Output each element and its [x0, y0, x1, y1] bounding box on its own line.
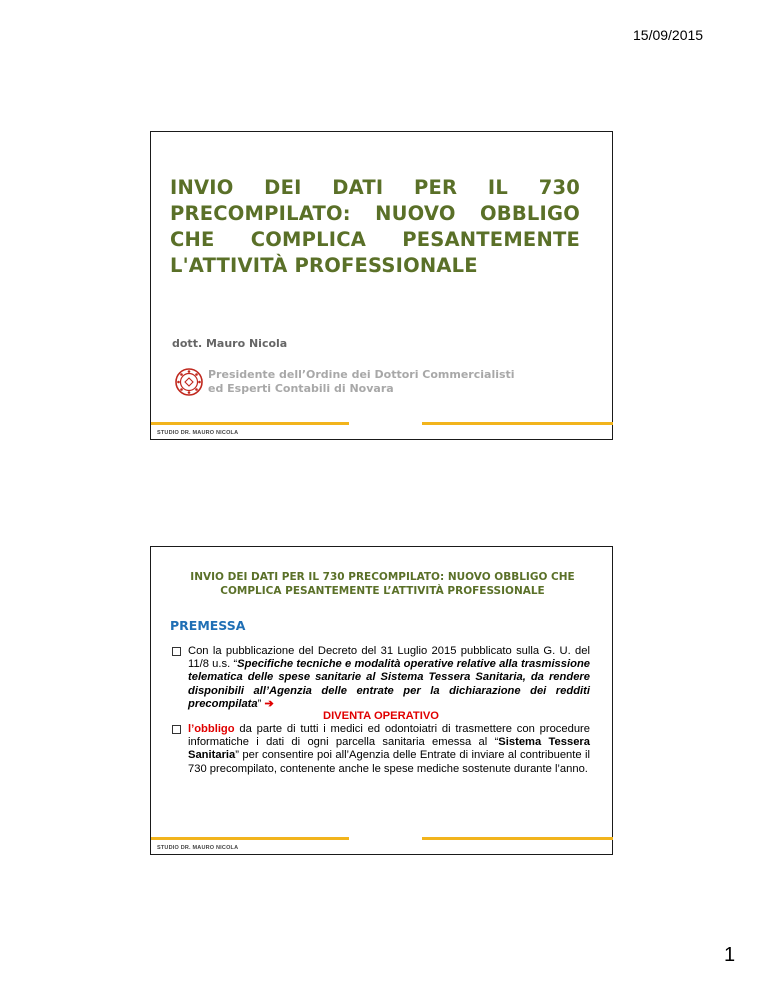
slide-footer: STUDIO DR. MAURO NICOLA	[157, 845, 239, 851]
slide-2	[150, 546, 613, 855]
page-date: 15/09/2015	[633, 27, 704, 43]
footer-divider	[151, 837, 349, 840]
title-line: INVIO DEI DATI PER IL 730	[170, 176, 580, 199]
right-arrow-icon: ➔	[264, 697, 274, 710]
slide-1-title	[170, 175, 580, 279]
footer-divider	[151, 422, 349, 425]
author-name: dott. Mauro Nicola	[172, 337, 288, 350]
slide-footer: STUDIO DR. MAURO NICOLA	[157, 430, 239, 436]
bullet-item	[172, 723, 590, 776]
affiliation-line: Presidente dell’Ordine dei Dottori Commercialisti	[208, 368, 515, 381]
bullet-text: ”	[257, 697, 265, 710]
affiliation-line: ed Esperti Contabili di Novara	[208, 381, 394, 395]
footer-divider	[422, 837, 613, 840]
title-line: COMPLICA PESANTEMENTE L’ATTIVITÀ PROFESSIONALE	[220, 585, 545, 597]
affiliation	[208, 368, 515, 395]
checkbox-bullet-icon	[172, 725, 181, 734]
bullet-bold: Sistema Tessera Sanitaria	[188, 736, 590, 762]
bullet-keyword: l’obbligo	[188, 723, 235, 735]
operative-notice: DIVENTA OPERATIVO	[322, 710, 440, 722]
title-line: L'ATTIVITÀ PROFESSIONALE	[170, 254, 478, 277]
title-line: CHE COMPLICA PESANTEMENTE	[170, 228, 580, 251]
slide-2-title	[166, 570, 599, 598]
checkbox-bullet-icon	[172, 647, 181, 656]
footer-divider	[422, 422, 613, 425]
page-number: 1	[724, 944, 736, 966]
slide-1	[150, 131, 613, 440]
bullet-item	[172, 645, 590, 711]
bullet-text: Con la pubblicazione del Decreto del 31 Luglio 2015 pubblicato sulla G. U. del 11/8 u.s. “	[188, 645, 590, 671]
bullet-text: ” per consentire poi all’Agenzia delle Entrate di inviare al contribuente il 730 precompilato, contenente anche le spese mediche sostenute durante l’anno.	[188, 749, 590, 775]
bullet-text: da parte di tutti i medici ed odontoiatri di trasmettere con procedure informatiche i dati di ogni parcella sanitaria emessa al “	[188, 723, 590, 749]
section-heading: PREMESSA	[170, 618, 246, 633]
title-line: PRECOMPILATO: NUOVO OBBLIGO	[170, 202, 580, 225]
bullet-emphasis: Specifiche tecniche e modalità operative relative alla trasmissione telematica delle spese sanitarie al Sistema Tessera Sanitaria, da rendere disponibili all’Agenzia delle entrate per la dichiarazione dei redditi precompilata	[188, 658, 590, 710]
title-line: INVIO DEI DATI PER IL 730 PRECOMPILATO: NUOVO OBBLIGO CHE	[190, 571, 575, 583]
odcec-seal-icon	[174, 367, 204, 397]
